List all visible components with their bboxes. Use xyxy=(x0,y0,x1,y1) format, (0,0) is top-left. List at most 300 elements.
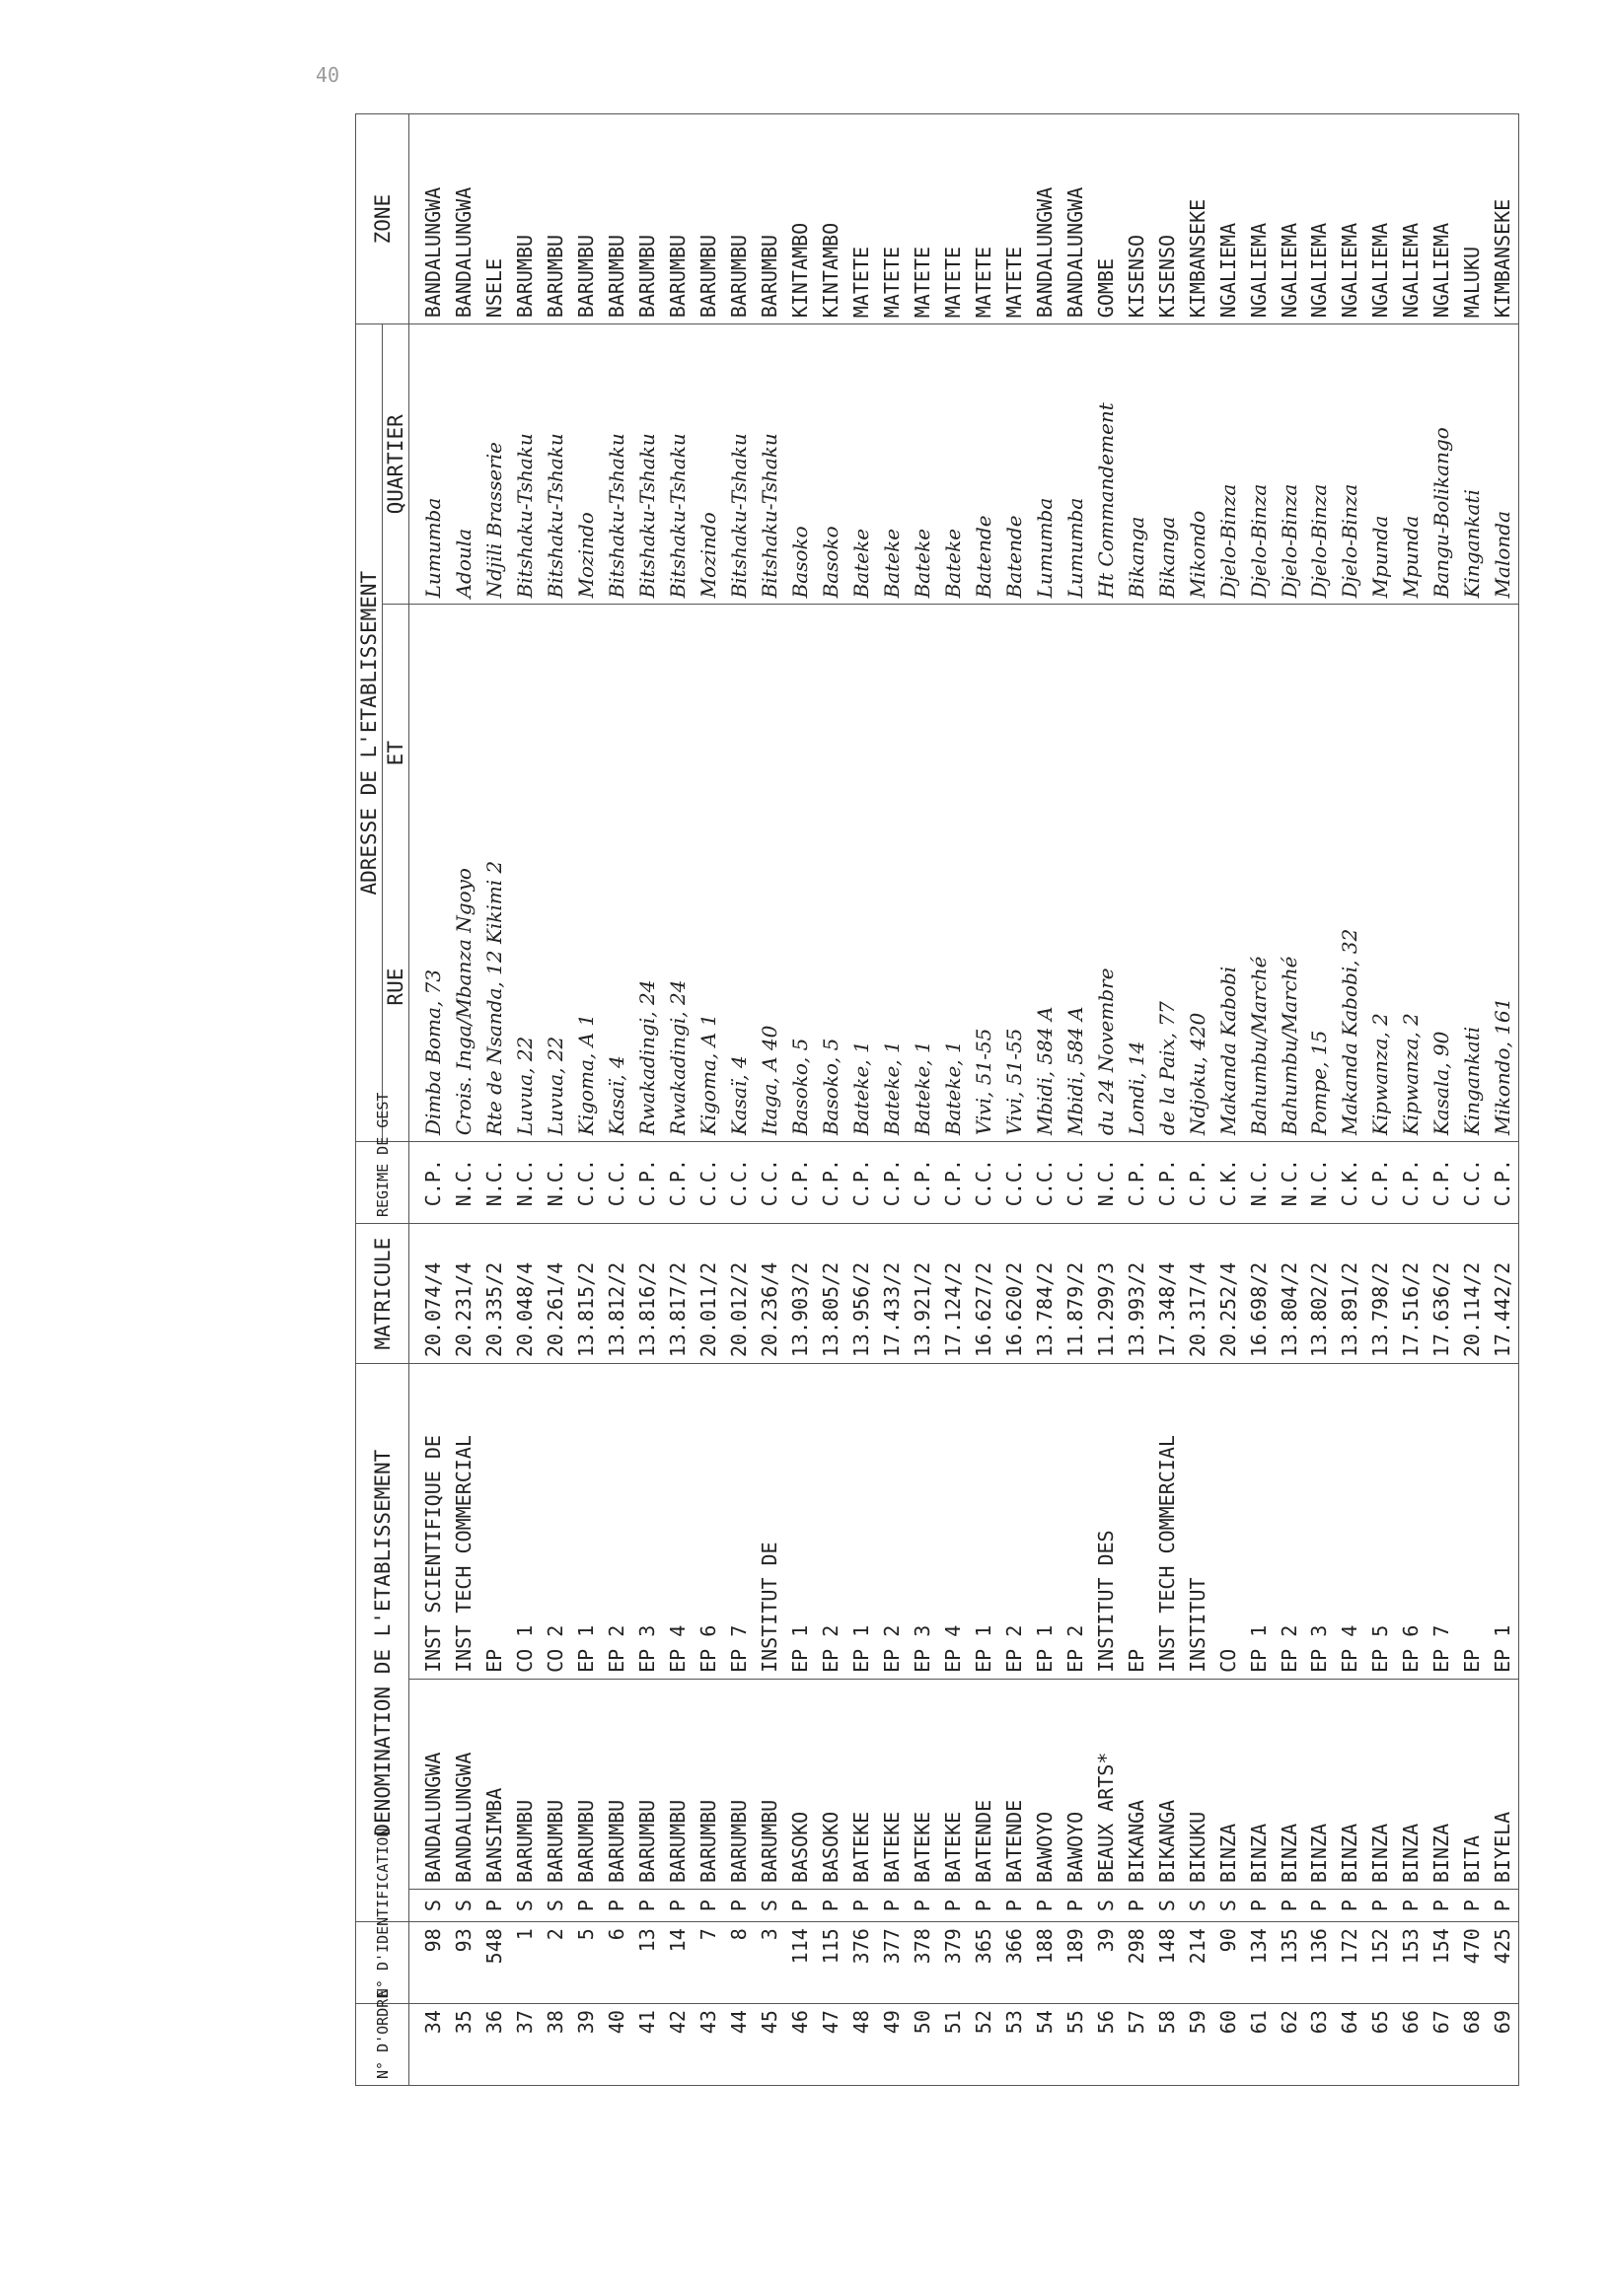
row-regime: C.P. xyxy=(1427,1142,1457,1224)
row-quartier: Ht Commandement xyxy=(1090,324,1121,605)
row-ordre: 56 xyxy=(1090,2004,1121,2086)
row-regime: C.P. xyxy=(1365,1142,1396,1224)
row-ordre: 39 xyxy=(571,2004,602,2086)
row-rue: Bateke, 1 xyxy=(876,605,907,1142)
row-rue: Kasaï, 4 xyxy=(602,605,632,1142)
row-zone: KIMBANSEKE xyxy=(1488,114,1519,324)
row-zone: MALUKU xyxy=(1457,114,1488,324)
row-type: P xyxy=(1396,1890,1427,1922)
row-rue: Itaga, A 40 xyxy=(755,605,785,1142)
row-zone: BARUMBU xyxy=(602,114,632,324)
row-matricule: 13.798/2 xyxy=(1365,1224,1396,1364)
row-etab: EP 4 xyxy=(937,1364,968,1680)
row-nom: BINZA xyxy=(1212,1679,1243,1889)
row-quartier: Djelo-Binza xyxy=(1274,324,1304,605)
row-ident: 90 xyxy=(1212,1922,1243,2004)
row-nom: BIKUKU xyxy=(1182,1679,1212,1889)
row-ordre: 65 xyxy=(1365,2004,1396,2086)
table-row xyxy=(937,114,968,2086)
header-denomination: DENOMINATION DE L'ETABLISSEMENT xyxy=(356,1364,409,1922)
row-quartier: Djelo-Binza xyxy=(1212,324,1243,605)
row-matricule: 16.620/2 xyxy=(998,1224,1029,1364)
row-zone: KISENSO xyxy=(1121,114,1151,324)
row-rue: Vivi, 51-55 xyxy=(998,605,1029,1142)
row-quartier: Bitshaku-Tshaku xyxy=(510,324,541,605)
row-ordre: 58 xyxy=(1151,2004,1182,2086)
row-nom: BARUMBU xyxy=(602,1679,632,1889)
row-regime: N.C. xyxy=(1274,1142,1304,1224)
row-regime: C.C. xyxy=(1060,1142,1090,1224)
row-regime: C.P. xyxy=(1182,1142,1212,1224)
row-type: S xyxy=(1090,1890,1121,1922)
row-quartier: Bitshaku-Tshaku xyxy=(755,324,785,605)
row-nom: BITA xyxy=(1457,1679,1488,1889)
row-etab: EP 2 xyxy=(602,1364,632,1680)
row-zone: KINTAMBO xyxy=(816,114,846,324)
row-type: S xyxy=(1212,1890,1243,1922)
row-type: P xyxy=(785,1890,816,1922)
row-regime: C.P. xyxy=(937,1142,968,1224)
row-ordre: 68 xyxy=(1457,2004,1488,2086)
row-ident: 425 xyxy=(1488,1922,1519,2004)
row-nom: BATENDE xyxy=(968,1679,998,1889)
row-ordre: 49 xyxy=(876,2004,907,2086)
row-etab: EP 6 xyxy=(1396,1364,1427,1680)
row-regime: N.C. xyxy=(1304,1142,1335,1224)
row-rue: Pompe, 15 xyxy=(1304,605,1335,1142)
row-etab: INST SCIENTIFIQUE DE xyxy=(409,1364,449,1680)
row-nom: BASOKO xyxy=(816,1679,846,1889)
row-ident: 5 xyxy=(571,1922,602,2004)
row-etab: INSTITUT DES xyxy=(1090,1364,1121,1680)
row-matricule: 13.802/2 xyxy=(1304,1224,1335,1364)
row-quartier: Basoko xyxy=(785,324,816,605)
row-matricule: 13.956/2 xyxy=(845,1224,876,1364)
table-row xyxy=(571,114,602,2086)
row-quartier: Kingankati xyxy=(1457,324,1488,605)
row-ident: 98 xyxy=(409,1922,449,2004)
row-nom: BAWOYO xyxy=(1029,1679,1060,1889)
row-ident: 548 xyxy=(479,1922,510,2004)
table-row xyxy=(1396,114,1427,2086)
row-regime: C.P. xyxy=(876,1142,907,1224)
row-rue: Londi, 14 xyxy=(1121,605,1151,1142)
row-regime: C.P. xyxy=(1488,1142,1519,1224)
row-rue: Bahumbu/Marché xyxy=(1274,605,1304,1142)
schools-table xyxy=(355,113,1519,2086)
row-zone: NGALIEMA xyxy=(1304,114,1335,324)
row-quartier: Basoko xyxy=(816,324,846,605)
row-zone: KINTAMBO xyxy=(785,114,816,324)
row-ordre: 55 xyxy=(1060,2004,1090,2086)
table-row xyxy=(663,114,694,2086)
row-nom: BATEKE xyxy=(876,1679,907,1889)
row-etab: EP 1 xyxy=(571,1364,602,1680)
row-ident: 134 xyxy=(1243,1922,1274,2004)
row-ident: 13 xyxy=(632,1922,663,2004)
row-ordre: 60 xyxy=(1212,2004,1243,2086)
row-type: P xyxy=(907,1890,937,1922)
row-etab: EP 1 xyxy=(1029,1364,1060,1680)
table-row xyxy=(1182,114,1212,2086)
row-ident: 93 xyxy=(449,1922,479,2004)
row-rue: Vivi, 51-55 xyxy=(968,605,998,1142)
row-type: S xyxy=(409,1890,449,1922)
table-row xyxy=(1121,114,1151,2086)
row-quartier: Bateke xyxy=(937,324,968,605)
row-ordre: 62 xyxy=(1274,2004,1304,2086)
row-rue: Dimba Boma, 73 xyxy=(409,605,449,1142)
row-regime: C.C. xyxy=(1457,1142,1488,1224)
row-nom: BASOKO xyxy=(785,1679,816,1889)
row-nom: BATEKE xyxy=(937,1679,968,1889)
row-rue: Kipwanza, 2 xyxy=(1365,605,1396,1142)
row-ordre: 41 xyxy=(632,2004,663,2086)
table-row xyxy=(1304,114,1335,2086)
row-zone: BARUMBU xyxy=(694,114,724,324)
row-matricule: 16.698/2 xyxy=(1243,1224,1274,1364)
row-etab: EP 2 xyxy=(1274,1364,1304,1680)
row-ordre: 52 xyxy=(968,2004,998,2086)
row-matricule: 20.048/4 xyxy=(510,1224,541,1364)
row-type: P xyxy=(1243,1890,1274,1922)
row-ordre: 50 xyxy=(907,2004,937,2086)
row-ordre: 63 xyxy=(1304,2004,1335,2086)
row-quartier: Mpunda xyxy=(1396,324,1427,605)
row-etab: EP 2 xyxy=(876,1364,907,1680)
row-ident: 152 xyxy=(1365,1922,1396,2004)
row-regime: N.C. xyxy=(541,1142,571,1224)
row-ordre: 37 xyxy=(510,2004,541,2086)
row-matricule: 13.804/2 xyxy=(1274,1224,1304,1364)
row-quartier: Mozindo xyxy=(571,324,602,605)
row-quartier: Adoula xyxy=(449,324,479,605)
row-ident: 7 xyxy=(694,1922,724,2004)
row-nom: BANSIMBA xyxy=(479,1679,510,1889)
row-etab: EP xyxy=(1457,1364,1488,1680)
row-matricule: 13.812/2 xyxy=(602,1224,632,1364)
header-rue: RUE xyxy=(384,968,407,1006)
row-etab: CO xyxy=(1212,1364,1243,1680)
header-no-ordre: N° D'ORDRE xyxy=(356,2004,409,2086)
table-row xyxy=(1427,114,1457,2086)
row-rue: Kigoma, A 1 xyxy=(694,605,724,1142)
row-nom: BARUMBU xyxy=(510,1679,541,1889)
table-row xyxy=(1488,114,1519,2086)
row-etab: EP 1 xyxy=(785,1364,816,1680)
row-ordre: 45 xyxy=(755,2004,785,2086)
row-zone: BANDALUNGWA xyxy=(409,114,449,324)
row-matricule: 17.348/4 xyxy=(1151,1224,1182,1364)
row-rue: Mikondo, 161 xyxy=(1488,605,1519,1142)
row-nom: BINZA xyxy=(1243,1679,1274,1889)
row-regime: N.C. xyxy=(449,1142,479,1224)
row-rue: Mbidi, 584 A xyxy=(1060,605,1090,1142)
table-row xyxy=(1151,114,1182,2086)
table-row xyxy=(479,114,510,2086)
row-ordre: 48 xyxy=(845,2004,876,2086)
row-etab: EP 5 xyxy=(1365,1364,1396,1680)
header-no-identification: N° D'IDENTIFICATION xyxy=(356,1922,409,2004)
row-type: P xyxy=(937,1890,968,1922)
row-quartier: Mikondo xyxy=(1182,324,1212,605)
row-type: P xyxy=(998,1890,1029,1922)
table-row xyxy=(1060,114,1090,2086)
row-nom: BIYELA xyxy=(1488,1679,1519,1889)
row-matricule: 17.516/2 xyxy=(1396,1224,1427,1364)
row-quartier: Bateke xyxy=(907,324,937,605)
table-row xyxy=(755,114,785,2086)
row-quartier: Mpunda xyxy=(1365,324,1396,605)
row-rue: Bateke, 1 xyxy=(907,605,937,1142)
row-nom: BEAUX ARTS* xyxy=(1090,1679,1121,1889)
row-zone: NGALIEMA xyxy=(1243,114,1274,324)
row-matricule: 17.636/2 xyxy=(1427,1224,1457,1364)
row-zone: MATETE xyxy=(907,114,937,324)
row-quartier: Lumumba xyxy=(1029,324,1060,605)
table-row xyxy=(541,114,571,2086)
row-zone: NGALIEMA xyxy=(1396,114,1427,324)
row-ordre: 38 xyxy=(541,2004,571,2086)
row-regime: C.P. xyxy=(1121,1142,1151,1224)
row-regime: C.P. xyxy=(816,1142,846,1224)
row-zone: GOMBE xyxy=(1090,114,1121,324)
table-row xyxy=(1243,114,1274,2086)
row-regime: N.C. xyxy=(510,1142,541,1224)
row-nom: BARUMBU xyxy=(724,1679,755,1889)
row-rue: Basoko, 5 xyxy=(816,605,846,1142)
row-ident: 379 xyxy=(937,1922,968,2004)
row-nom: BATENDE xyxy=(998,1679,1029,1889)
table-body xyxy=(409,114,1519,2086)
table-row xyxy=(1090,114,1121,2086)
row-quartier: Ndjili Brasserie xyxy=(479,324,510,605)
row-quartier: Bateke xyxy=(845,324,876,605)
row-ident: 1 xyxy=(510,1922,541,2004)
row-ident: 136 xyxy=(1304,1922,1335,2004)
row-rue: Kingankati xyxy=(1457,605,1488,1142)
row-quartier: Bikanga xyxy=(1151,324,1182,605)
row-matricule: 13.993/2 xyxy=(1121,1224,1151,1364)
row-quartier: Mozindo xyxy=(694,324,724,605)
row-nom: BAWOYO xyxy=(1060,1679,1090,1889)
row-ident: 172 xyxy=(1335,1922,1365,2004)
row-etab: INST TECH COMMERCIAL xyxy=(449,1364,479,1680)
row-rue: Makanda Kabobi, 32 xyxy=(1335,605,1365,1142)
table-row xyxy=(998,114,1029,2086)
row-ordre: 54 xyxy=(1029,2004,1060,2086)
row-rue: Bateke, 1 xyxy=(845,605,876,1142)
row-nom: BANDALUNGWA xyxy=(409,1679,449,1889)
row-type: S xyxy=(510,1890,541,1922)
row-type: P xyxy=(1029,1890,1060,1922)
row-rue: Basoko, 5 xyxy=(785,605,816,1142)
row-quartier: Bitshaku-Tshaku xyxy=(602,324,632,605)
row-ordre: 59 xyxy=(1182,2004,1212,2086)
row-etab: EP 1 xyxy=(1243,1364,1274,1680)
row-matricule: 11.299/3 xyxy=(1090,1224,1121,1364)
row-etab: EP 1 xyxy=(968,1364,998,1680)
row-ordre: 35 xyxy=(449,2004,479,2086)
row-ident: 188 xyxy=(1029,1922,1060,2004)
row-type: P xyxy=(571,1890,602,1922)
row-ident: 115 xyxy=(816,1922,846,2004)
row-etab: EP 3 xyxy=(907,1364,937,1680)
row-zone: BANDALUNGWA xyxy=(1029,114,1060,324)
row-regime: C.K. xyxy=(1212,1142,1243,1224)
row-type: P xyxy=(1365,1890,1396,1922)
row-regime: C.C. xyxy=(998,1142,1029,1224)
row-regime: C.K. xyxy=(1335,1142,1365,1224)
table-row xyxy=(1212,114,1243,2086)
row-etab: EP 7 xyxy=(1427,1364,1457,1680)
row-zone: BARUMBU xyxy=(571,114,602,324)
row-matricule: 13.815/2 xyxy=(571,1224,602,1364)
row-regime: C.C. xyxy=(694,1142,724,1224)
row-zone: KISENSO xyxy=(1151,114,1182,324)
row-type: S xyxy=(1151,1890,1182,1922)
row-ident: 114 xyxy=(785,1922,816,2004)
row-quartier: Malonda xyxy=(1488,324,1519,605)
row-ordre: 51 xyxy=(937,2004,968,2086)
header-adresse: ADRESSE DE L'ETABLISSEMENT xyxy=(356,324,383,1142)
row-matricule: 17.433/2 xyxy=(876,1224,907,1364)
row-quartier: Bangu-Bolikango xyxy=(1427,324,1457,605)
table-row xyxy=(1365,114,1396,2086)
row-nom: BANDALUNGWA xyxy=(449,1679,479,1889)
rotated-table-container xyxy=(355,113,1519,2086)
row-rue: Makanda Kabobi xyxy=(1212,605,1243,1142)
row-zone: BARUMBU xyxy=(510,114,541,324)
row-etab: EP 1 xyxy=(1488,1364,1519,1680)
table-row xyxy=(409,114,449,2086)
row-zone: MATETE xyxy=(876,114,907,324)
row-ident: 214 xyxy=(1182,1922,1212,2004)
row-nom: BINZA xyxy=(1365,1679,1396,1889)
table-row xyxy=(968,114,998,2086)
row-type: P xyxy=(816,1890,846,1922)
row-etab: EP 2 xyxy=(1060,1364,1090,1680)
row-nom: BARUMBU xyxy=(663,1679,694,1889)
row-type: P xyxy=(602,1890,632,1922)
row-ident: 148 xyxy=(1151,1922,1182,2004)
row-quartier: Lumumba xyxy=(409,324,449,605)
row-type: P xyxy=(1488,1890,1519,1922)
row-regime: C.P. xyxy=(1151,1142,1182,1224)
row-ident: 154 xyxy=(1427,1922,1457,2004)
row-zone: MATETE xyxy=(937,114,968,324)
row-quartier: Bitshaku-Tshaku xyxy=(724,324,755,605)
row-ident: 470 xyxy=(1457,1922,1488,2004)
row-matricule: 17.124/2 xyxy=(937,1224,968,1364)
row-regime: C.P. xyxy=(409,1142,449,1224)
row-zone: NGALIEMA xyxy=(1335,114,1365,324)
row-regime: C.P. xyxy=(845,1142,876,1224)
row-etab: EP 7 xyxy=(724,1364,755,1680)
row-ordre: 44 xyxy=(724,2004,755,2086)
row-rue: Bateke, 1 xyxy=(937,605,968,1142)
row-ordre: 36 xyxy=(479,2004,510,2086)
row-regime: C.P. xyxy=(1396,1142,1427,1224)
row-etab: EP 6 xyxy=(694,1364,724,1680)
table-row xyxy=(510,114,541,2086)
row-quartier: Bikanga xyxy=(1121,324,1151,605)
row-type: P xyxy=(1427,1890,1457,1922)
row-etab: EP 2 xyxy=(998,1364,1029,1680)
row-rue: Bahumbu/Marché xyxy=(1243,605,1274,1142)
row-matricule: 20.317/4 xyxy=(1182,1224,1212,1364)
row-type: P xyxy=(1121,1890,1151,1922)
row-etab: CO 1 xyxy=(510,1364,541,1680)
row-zone: NSELE xyxy=(479,114,510,324)
row-matricule: 20.074/4 xyxy=(409,1224,449,1364)
row-ordre: 57 xyxy=(1121,2004,1151,2086)
row-quartier: Bitshaku-Tshaku xyxy=(541,324,571,605)
row-etab: EP 1 xyxy=(845,1364,876,1680)
row-rue: de la Paix, 77 xyxy=(1151,605,1182,1142)
row-matricule: 20.261/4 xyxy=(541,1224,571,1364)
row-zone: BARUMBU xyxy=(663,114,694,324)
row-ordre: 43 xyxy=(694,2004,724,2086)
row-matricule: 13.891/2 xyxy=(1335,1224,1365,1364)
row-matricule: 13.921/2 xyxy=(907,1224,937,1364)
row-ident: 365 xyxy=(968,1922,998,2004)
row-type: P xyxy=(663,1890,694,1922)
row-quartier: Batende xyxy=(998,324,1029,605)
row-type: P xyxy=(632,1890,663,1922)
row-zone: BANDALUNGWA xyxy=(449,114,479,324)
table-row xyxy=(449,114,479,2086)
row-type: S xyxy=(541,1890,571,1922)
row-ordre: 46 xyxy=(785,2004,816,2086)
row-type: P xyxy=(724,1890,755,1922)
row-regime: C.P. xyxy=(632,1142,663,1224)
header-matricule: MATRICULE xyxy=(356,1224,409,1364)
row-zone: BARUMBU xyxy=(632,114,663,324)
row-ordre: 69 xyxy=(1488,2004,1519,2086)
page-number: 40 xyxy=(316,63,340,87)
row-regime: C.C. xyxy=(724,1142,755,1224)
table-row xyxy=(694,114,724,2086)
row-etab: INST TECH COMMERCIAL xyxy=(1151,1364,1182,1680)
row-etab: EP xyxy=(479,1364,510,1680)
row-type: P xyxy=(479,1890,510,1922)
row-nom: BATEKE xyxy=(907,1679,937,1889)
row-ident: 6 xyxy=(602,1922,632,2004)
row-ordre: 61 xyxy=(1243,2004,1274,2086)
row-rue: Kasala, 90 xyxy=(1427,605,1457,1142)
row-regime: N.C. xyxy=(1090,1142,1121,1224)
row-ident: 366 xyxy=(998,1922,1029,2004)
row-nom: BIKANGA xyxy=(1151,1679,1182,1889)
table-row xyxy=(724,114,755,2086)
row-ordre: 67 xyxy=(1427,2004,1457,2086)
table-row xyxy=(785,114,816,2086)
row-type: P xyxy=(876,1890,907,1922)
table-row xyxy=(876,114,907,2086)
row-zone: MATETE xyxy=(998,114,1029,324)
row-ordre: 66 xyxy=(1396,2004,1427,2086)
row-regime: C.P. xyxy=(785,1142,816,1224)
row-ordre: 53 xyxy=(998,2004,1029,2086)
row-rue: Mbidi, 584 A xyxy=(1029,605,1060,1142)
row-zone: NGALIEMA xyxy=(1427,114,1457,324)
row-type: P xyxy=(694,1890,724,1922)
row-ident: 153 xyxy=(1396,1922,1427,2004)
row-ordre: 47 xyxy=(816,2004,846,2086)
row-ident: 377 xyxy=(876,1922,907,2004)
table-row xyxy=(602,114,632,2086)
